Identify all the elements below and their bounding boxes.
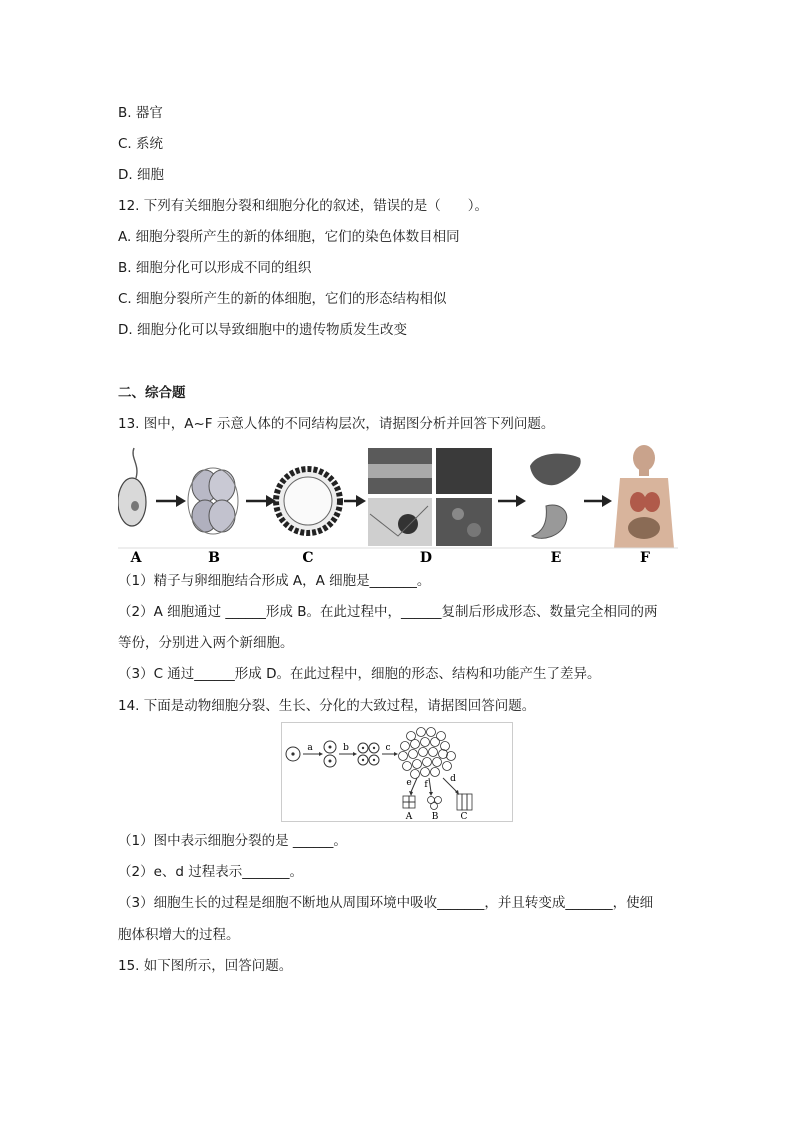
label-d: D	[419, 550, 433, 566]
text-line: （1）图中表示细胞分裂的是 ______。	[118, 833, 347, 849]
label-b: B	[208, 550, 220, 566]
question-14: 14. 下面是动物细胞分裂、生长、分化的大致过程，请据图回答问题。	[118, 698, 536, 714]
blastula-image	[276, 469, 340, 533]
arrow-icon	[498, 495, 526, 507]
organ-images	[530, 454, 581, 539]
text-line: （3）细胞生长的过程是细胞不断地从周围环境中吸收_______，并且转变成_______，使细	[118, 895, 654, 911]
arrow-icon	[156, 495, 186, 507]
section-heading: 二、综合题	[118, 385, 186, 401]
cell-label-b: B	[431, 812, 439, 822]
text-line: 等份，分别进入两个新细胞。	[118, 635, 294, 651]
arrow-icon	[584, 495, 612, 507]
question-15: 15. 如下图所示，回答问题。	[118, 958, 293, 974]
question-12: 12. 下列有关细胞分裂和细胞分化的叙述，错误的是（ ）。	[118, 198, 489, 214]
text-line: 胞体积增大的过程。	[118, 927, 240, 943]
option-c: C. 细胞分裂所产生的新的体细胞，它们的形态结构相似	[118, 291, 447, 307]
arrow-icon	[246, 495, 276, 507]
label-e: E	[550, 550, 562, 566]
option-a: A. 细胞分裂所产生的新的体细胞，它们的染色体数目相同	[118, 229, 460, 245]
arrow-label-c: c	[385, 743, 391, 753]
arrow-label-b: b	[343, 743, 349, 753]
figure-14-cell-process	[281, 722, 513, 822]
text-line: （3）C 通过______形成 D。在此过程中，细胞的形态、结构和功能产生了差异。	[118, 666, 601, 682]
label-c: C	[302, 550, 314, 566]
cell-label-c: C	[460, 812, 468, 822]
branch-label-f: f	[424, 780, 428, 790]
tissue-images	[368, 448, 492, 546]
text-line: D. 细胞	[118, 167, 164, 183]
arrow-label-a: a	[307, 743, 313, 753]
zygote-image	[118, 448, 146, 526]
arrow-icon	[344, 495, 366, 507]
human-body-image	[614, 445, 674, 548]
text-line: （1）精子与卵细胞结合形成 A，A 细胞是_______。	[118, 573, 431, 589]
four-cell-image	[188, 468, 238, 534]
text-line: C. 系统	[118, 136, 164, 152]
branch-label-e: e	[406, 778, 412, 788]
branch-label-d: d	[450, 774, 456, 784]
label-f: F	[640, 550, 650, 566]
label-a: A	[130, 550, 142, 566]
option-d: D. 细胞分化可以导致细胞中的遗传物质发生改变	[118, 322, 407, 338]
question-13: 13. 图中，A~F 示意人体的不同结构层次，请据图分析并回答下列问题。	[118, 416, 555, 432]
cell-label-a: A	[405, 812, 413, 822]
option-b: B. 细胞分化可以形成不同的组织	[118, 260, 312, 276]
text-line: B. 器官	[118, 105, 163, 121]
text-line: （2）e、d 过程表示_______。	[118, 864, 304, 880]
figure-13-structure-levels	[118, 444, 678, 566]
text-line: （2）A 细胞通过 ______形成 B。在此过程中，______复制后形成形态、数量完全相同的两	[118, 604, 658, 620]
